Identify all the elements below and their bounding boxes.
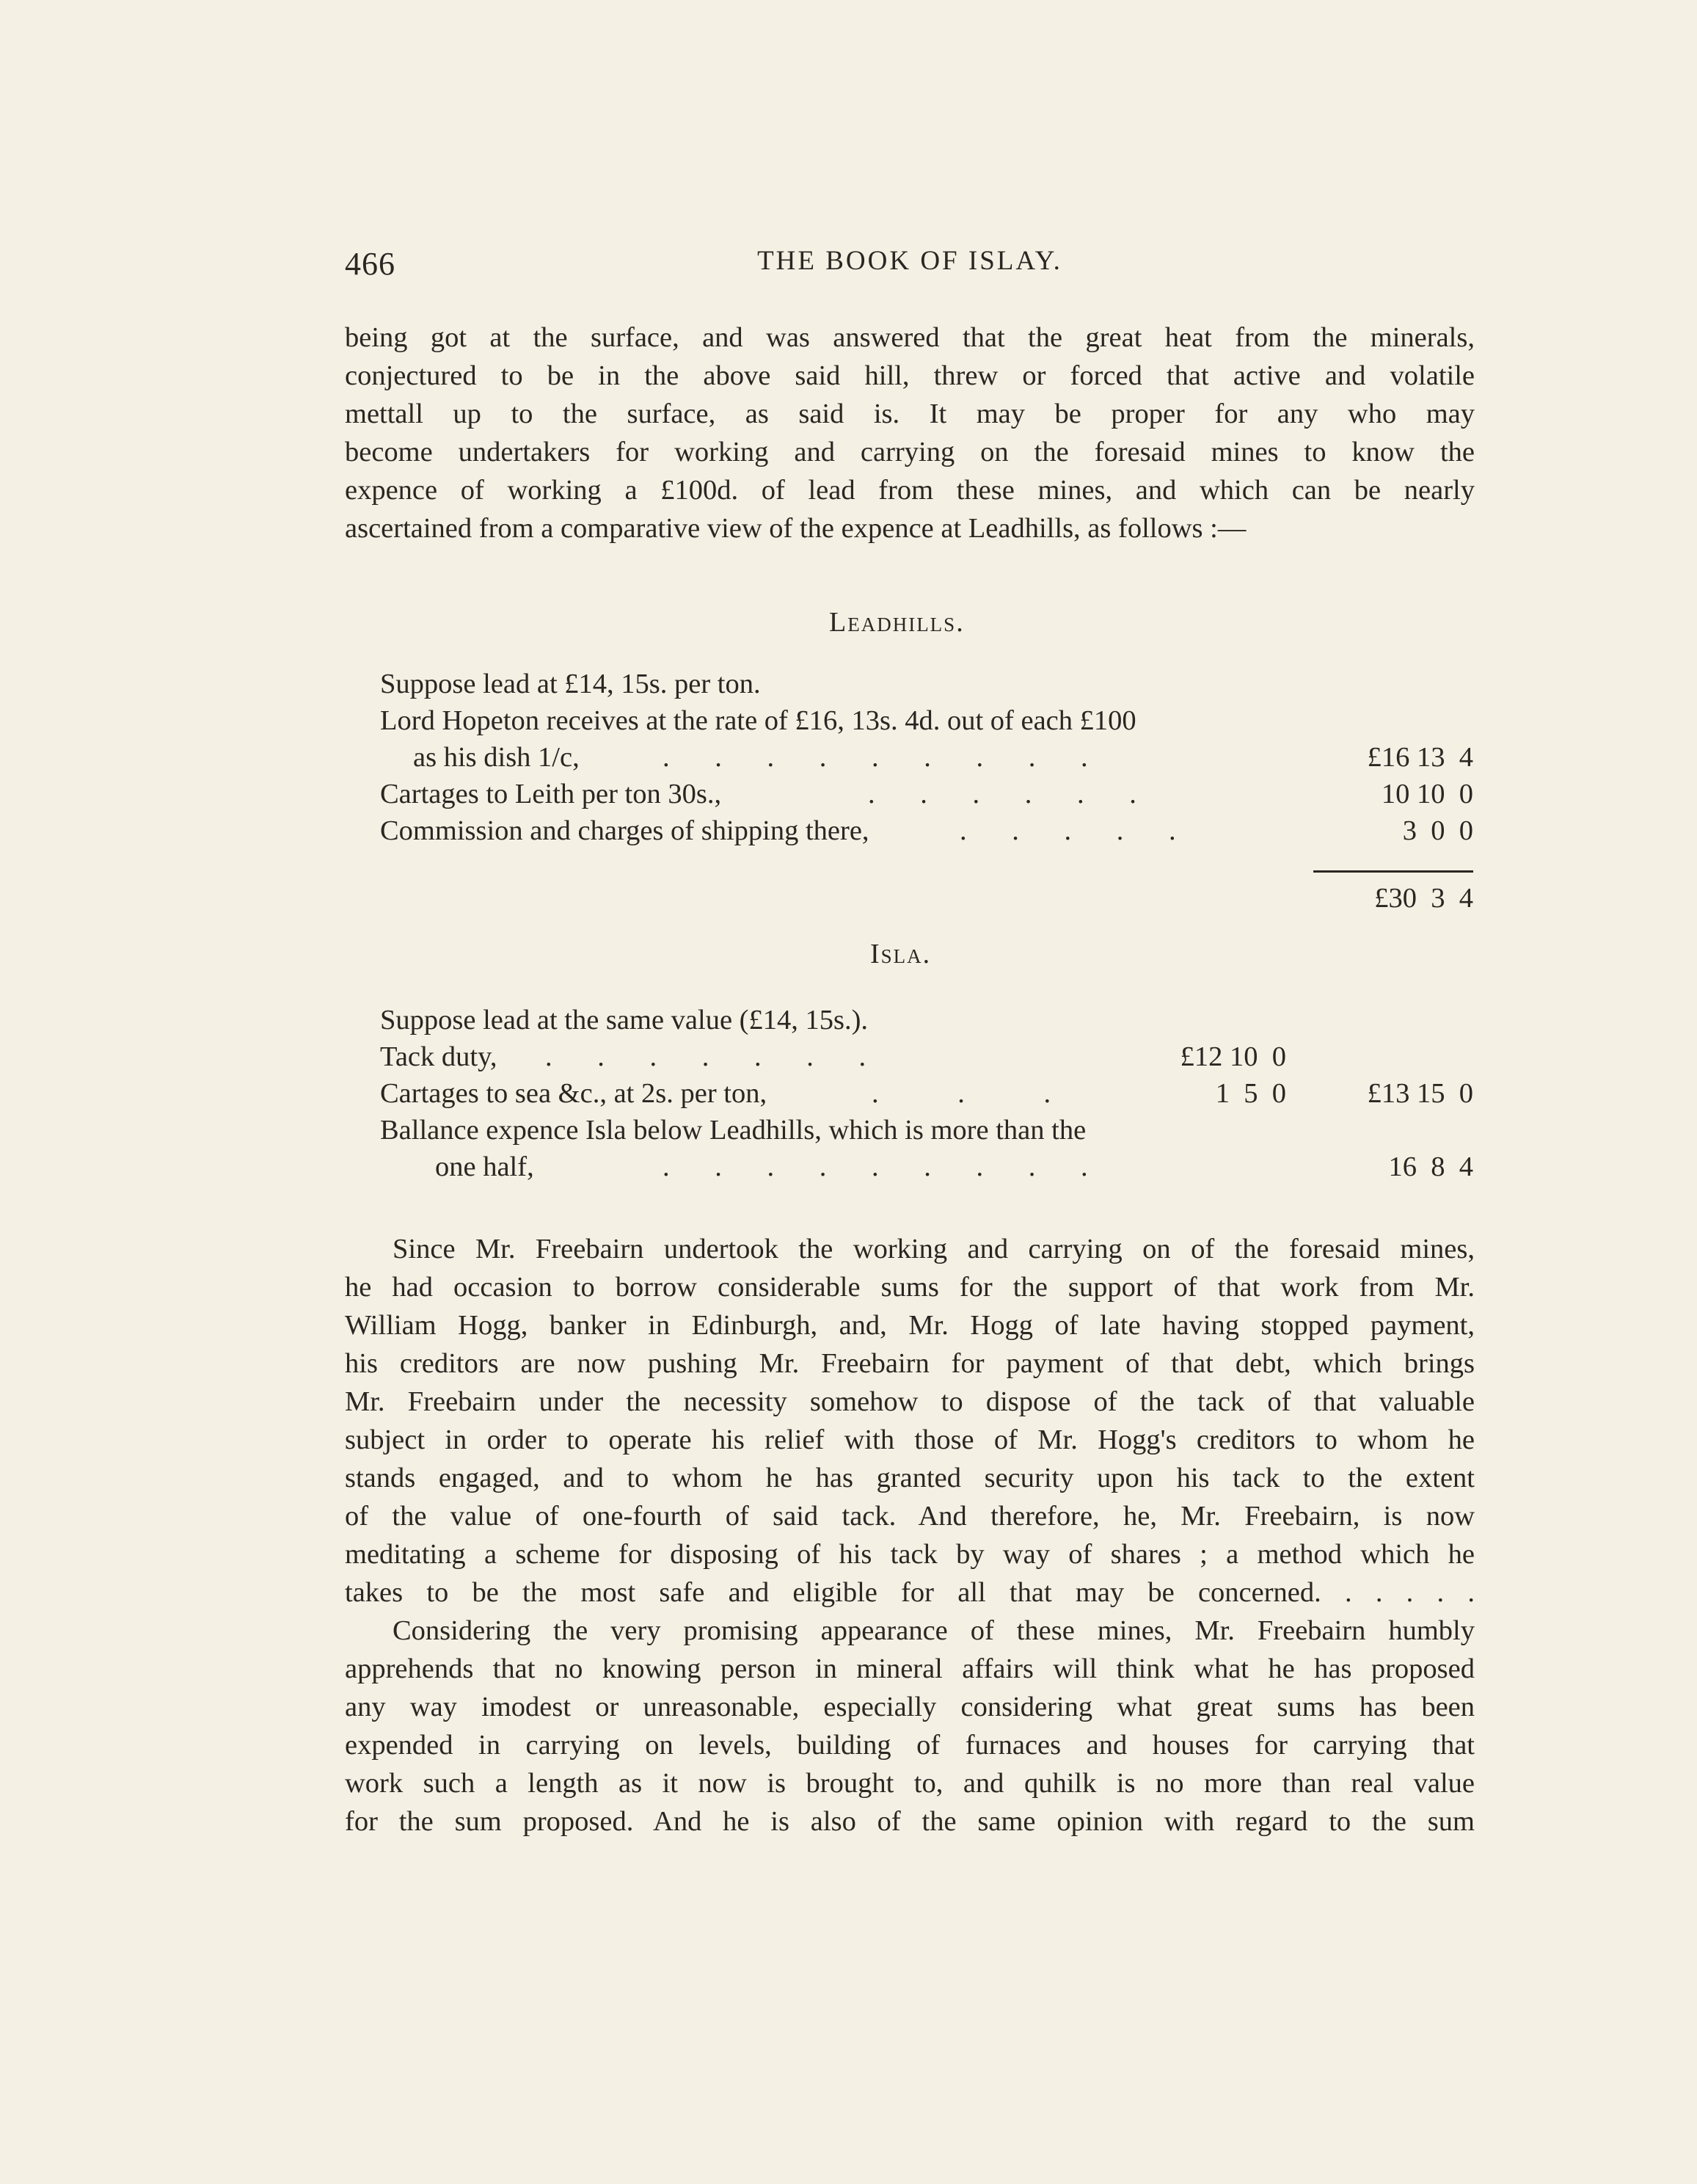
sum-rule <box>1313 870 1473 873</box>
text-line: expence of working a £100d. of lead from these mines, and which can be nearly <box>345 475 1475 506</box>
account-amount: 16 8 4 <box>1388 1151 1473 1182</box>
account-amount: £13 15 0 <box>1367 1078 1473 1109</box>
account-label: Cartages to Leith per ton 30s., <box>380 779 722 809</box>
freebairn-paragraph <box>345 1230 1475 1612</box>
account-label: Tack duty, <box>380 1041 497 1072</box>
leader-dots: . . . . . . . <box>545 1041 866 1072</box>
account-row <box>380 741 1473 778</box>
account-row <box>380 778 1473 815</box>
account-line <box>380 668 1473 705</box>
text-line: work such a length as it now is brought to, and quhilk is no more than real value <box>345 1768 1475 1799</box>
account-row <box>380 1151 1473 1187</box>
text-line: for the sum proposed. And he is also of the same opinion with regard to the sum <box>345 1806 1475 1837</box>
account-label: one half, <box>435 1151 534 1182</box>
account-sub-amount: 1 5 0 <box>1215 1078 1286 1109</box>
text-line: he had occasion to borrow considerable sums for the support of that work from Mr. <box>345 1272 1475 1303</box>
account-row <box>380 1077 1473 1114</box>
account-label: Ballance expence Isla below Leadhills, which is more than the <box>380 1115 1087 1146</box>
account-amount: 3 0 0 <box>1402 815 1473 846</box>
text-line: his creditors are now pushing Mr. Freebairn for payment of that debt, which brings <box>345 1348 1475 1379</box>
leader-dots: . . . . . . . . . <box>663 1151 1088 1182</box>
account-label: as his dish 1/c, <box>413 742 580 773</box>
leader-dots: . . . <box>872 1078 1051 1109</box>
text-line: being got at the surface, and was answered that the great heat from the minerals, <box>345 322 1475 353</box>
text-line: apprehends that no knowing person in mineral affairs will think what he has proposed <box>345 1653 1475 1684</box>
text-line: takes to be the most safe and eligible for all that may be concerned. . . . . . <box>345 1577 1475 1608</box>
opening-paragraph <box>345 318 1475 547</box>
leader-dots: . . . . . . <box>868 779 1136 809</box>
considering-paragraph <box>345 1612 1475 1841</box>
text-line: ascertained from a comparative view of the expence at Leadhills, as follows :— <box>345 513 1247 544</box>
account-label: Suppose lead at the same value (£14, 15s.). <box>380 1005 869 1035</box>
account-line <box>380 1114 1473 1151</box>
text-line: of the value of one-fourth of said tack. And therefore, he, Mr. Freebairn, is now <box>345 1501 1475 1532</box>
account-amount: 10 10 0 <box>1381 779 1473 809</box>
running-title: THE BOOK OF ISLAY. <box>757 246 1062 276</box>
account-row <box>380 1041 1473 1077</box>
account-line <box>380 705 1473 741</box>
account-label: Cartages to sea &c., at 2s. per ton, <box>380 1078 767 1109</box>
account-total-row <box>380 882 1473 919</box>
account-line <box>380 1004 1473 1041</box>
text-line: meditating a scheme for disposing of his tack by way of shares ; a method which he <box>345 1539 1475 1570</box>
account-sub-amount: £12 10 0 <box>1180 1041 1286 1072</box>
text-line: mettall up to the surface, as said is. It may be proper for any who may <box>345 398 1475 429</box>
account-total: £30 3 4 <box>1374 883 1473 914</box>
leadhills-heading: Leadhills. <box>829 607 965 638</box>
leader-dots: . . . . . . . . . <box>663 742 1088 773</box>
account-label: Suppose lead at £14, 15s. per ton. <box>380 669 761 699</box>
text-line: William Hogg, banker in Edinburgh, and, Mr. Hogg of late having stopped payment, <box>345 1310 1475 1341</box>
account-amount: £16 13 4 <box>1367 742 1473 773</box>
text-line: Considering the very promising appearance of these mines, Mr. Freebairn humbly <box>393 1615 1475 1646</box>
account-row <box>380 815 1473 851</box>
text-line: any way imodest or unreasonable, especially considering what great sums has been <box>345 1692 1475 1722</box>
account-label: Commission and charges of shipping there, <box>380 815 869 846</box>
text-line: Since Mr. Freebairn undertook the working and carrying on of the foresaid mines, <box>393 1234 1475 1264</box>
text-line: stands engaged, and to whom he has granted security upon his tack to the extent <box>345 1463 1475 1493</box>
isla-heading: Isla. <box>870 939 932 969</box>
page-number: 466 <box>345 246 395 282</box>
text-line: conjectured to be in the above said hill, threw or forced that active and volatile <box>345 360 1475 391</box>
text-line: become undertakers for working and carrying on the foresaid mines to know the <box>345 437 1475 467</box>
running-header <box>345 241 1475 285</box>
text-line: Mr. Freebairn under the necessity somehow to dispose of the tack of that valuable <box>345 1386 1475 1417</box>
account-label: Lord Hopeton receives at the rate of £16, 13s. 4d. out of each £100 <box>380 705 1136 736</box>
text-line: expended in carrying on levels, building of furnaces and houses for carrying that <box>345 1730 1475 1761</box>
text-line: subject in order to operate his relief with those of Mr. Hogg's creditors to whom he <box>345 1424 1475 1455</box>
leader-dots: . . . . . <box>960 815 1176 846</box>
